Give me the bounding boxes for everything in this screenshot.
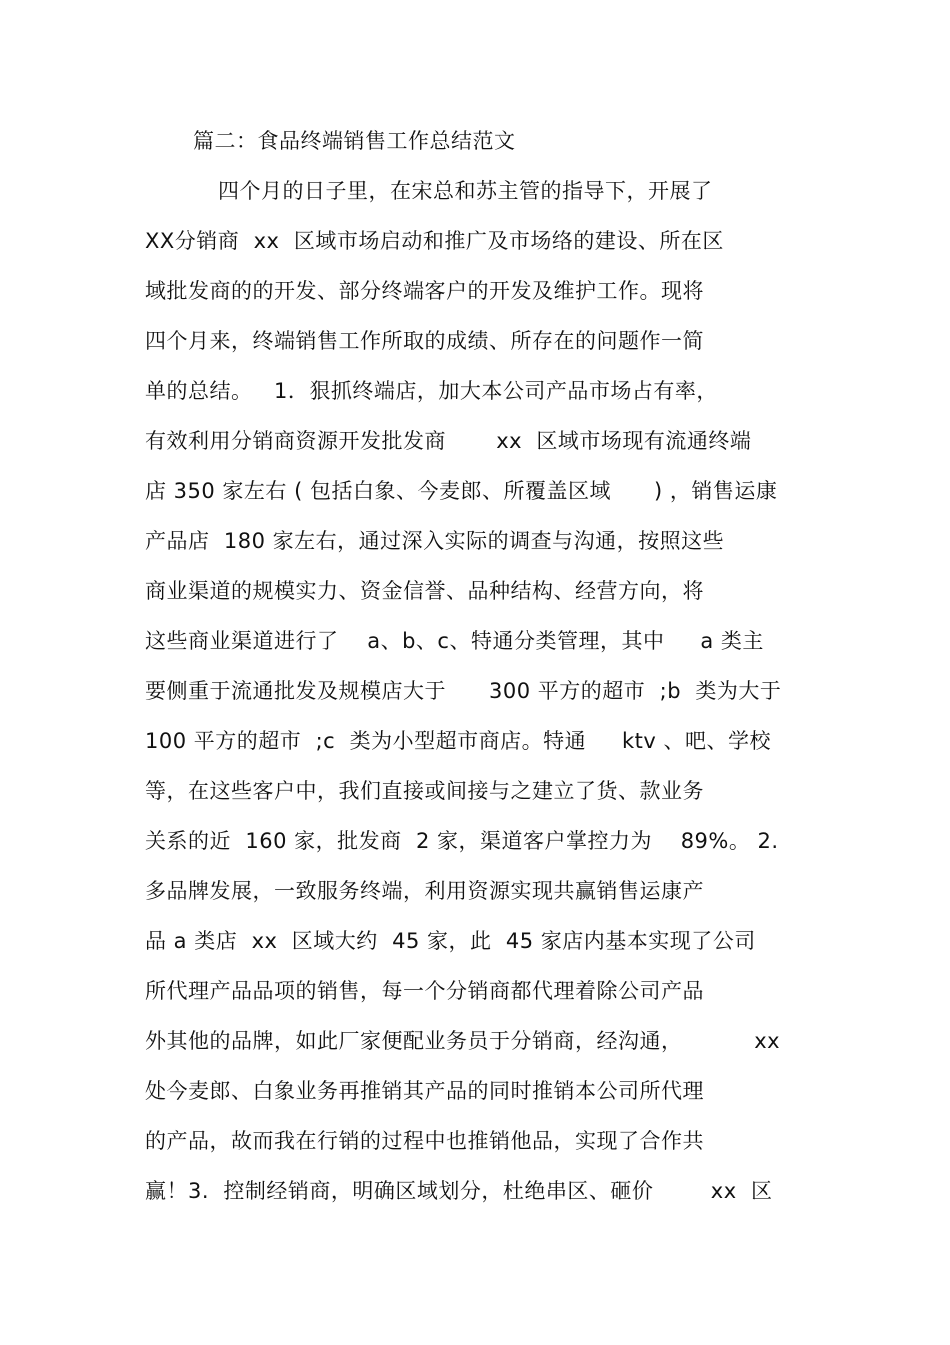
paragraph-line-12: 100 平方的超市 ;c 类为小型超市商店。特通 ktv 、吧、学校 — [145, 729, 771, 753]
paragraph-line-9: 商业渠道的规模实力、资金信誉、品种结构、经营方向，将 — [145, 579, 704, 603]
paragraph-line-3: 域批发商的的开发、部分终端客户的开发及维护工作。现将 — [145, 279, 704, 303]
paragraph-line-1: 四个月的日子里，在宋总和苏主管的指导下，开展了 — [218, 179, 713, 203]
paragraph-line-2: XX分销商 xx 区域市场启动和推广及市场络的建设、所在区 — [145, 229, 724, 253]
paragraph-line-19: 处今麦郎、白象业务再推销其产品的同时推销本公司所代理 — [145, 1079, 704, 1103]
document-title: 篇二：食品终端销售工作总结范文 — [193, 129, 516, 153]
paragraph-line-8: 产品店 180 家左右，通过深入实际的调查与沟通，按照这些 — [145, 529, 725, 553]
paragraph-line-14: 关系的近 160 家，批发商 2 家，渠道客户掌控力为 89%。 2. — [145, 829, 779, 853]
paragraph-line-18: 外其他的品牌，如此厂家便配业务员于分销商，经沟通， xx — [145, 1029, 781, 1053]
paragraph-line-5: 单的总结。 1．狠抓终端店，加大本公司产品市场占有率， — [145, 379, 718, 403]
paragraph-line-21: 赢！3. 控制经销商，明确区域划分，杜绝串区、砸价 xx 区 — [145, 1179, 773, 1203]
paragraph-line-11: 要侧重于流通批发及规模店大于 300 平方的超市 ;b 类为大于 — [145, 679, 782, 703]
paragraph-line-10: 这些商业渠道进行了 a、b、c、特通分类管理，其中 a 类主 — [145, 629, 764, 653]
paragraph-line-17: 所代理产品品项的销售，每一个分销商都代理着除公司产品 — [145, 979, 704, 1003]
paragraph-line-15: 多品牌发展，一致服务终端，利用资源实现共赢销售运康产 — [145, 879, 704, 903]
paragraph-line-4: 四个月来，终端销售工作所取的成绩、所存在的问题作一简 — [145, 329, 704, 353]
paragraph-line-7: 店 350 家左右 ( 包括白象、今麦郎、所覆盖区域 ) ，销售运康 — [145, 479, 778, 503]
paragraph-line-16: 品 a 类店 xx 区域大约 45 家，此 45 家店内基本实现了公司 — [145, 929, 756, 953]
paragraph-line-20: 的产品，故而我在行销的过程中也推销他品，实现了合作共 — [145, 1129, 704, 1153]
paragraph-line-13: 等，在这些客户中，我们直接或间接与之建立了货、款业务 — [145, 779, 704, 803]
paragraph-line-6: 有效利用分销商资源开发批发商 xx 区域市场现有流通终端 — [145, 429, 752, 453]
